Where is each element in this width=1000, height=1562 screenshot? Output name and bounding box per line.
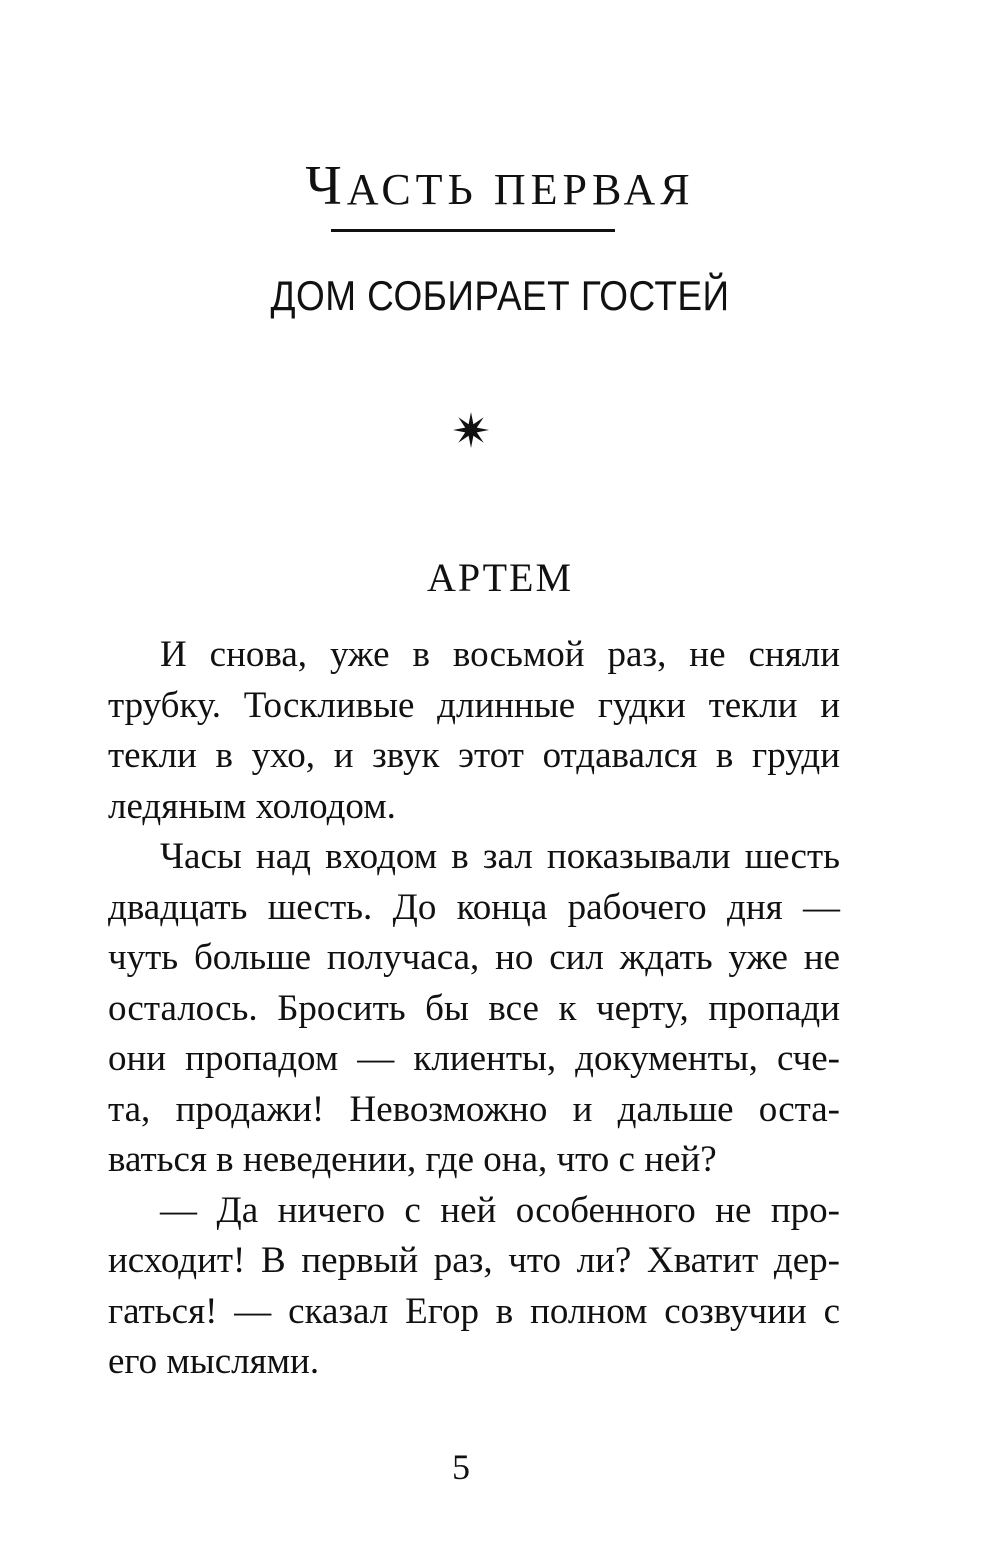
text-line: двадцать шесть. До конца рабочего дня — [108, 886, 840, 928]
page-number: 5 [452, 1447, 470, 1487]
text-line: ваться в неведении, где она, что с ней? [108, 1139, 717, 1180]
text-line: Часы над входом в зал показывали шесть [160, 836, 840, 877]
section-title: АРТЕМ [426, 555, 574, 600]
text-line: текли в ухо, и звук этот отдавался в груди [108, 735, 840, 776]
text-line: его мыслями. [108, 1341, 320, 1382]
text-line: трубку. Тоскливые длинные гудки текли и [108, 684, 840, 726]
text-line: исходит! В первый раз, что ли? Хватит дер- [108, 1240, 840, 1281]
title-divider [331, 229, 615, 232]
text-line: гаться! — сказал Егор в полном созвучии с [108, 1290, 840, 1332]
text-line: осталось. Бросить бы все к черту, пропади [108, 987, 840, 1029]
chapter-title: ДОМ СОБИРАЕТ ГОСТЕЙ [270, 272, 730, 319]
text-line: они пропадом — клиенты, документы, сче- [108, 1038, 840, 1079]
eight-point-star-icon [453, 412, 489, 448]
text-line: — Да ничего с ней особенного не про- [160, 1189, 840, 1231]
part-title [0, 155, 1000, 218]
part-title-initial: Ч [305, 155, 347, 217]
text-line: та, продажи! Невозможно и дальше оста- [108, 1088, 840, 1130]
text-line: И снова, уже в восьмой раз, не сняли [160, 634, 840, 675]
part-title-rest: АСТЬ ПЕРВАЯ [346, 165, 695, 214]
body-text [108, 630, 840, 1388]
text-line: чуть больше получаса, но сил ждать уже не [108, 937, 840, 978]
text-line: ледяным холодом. [108, 785, 396, 827]
